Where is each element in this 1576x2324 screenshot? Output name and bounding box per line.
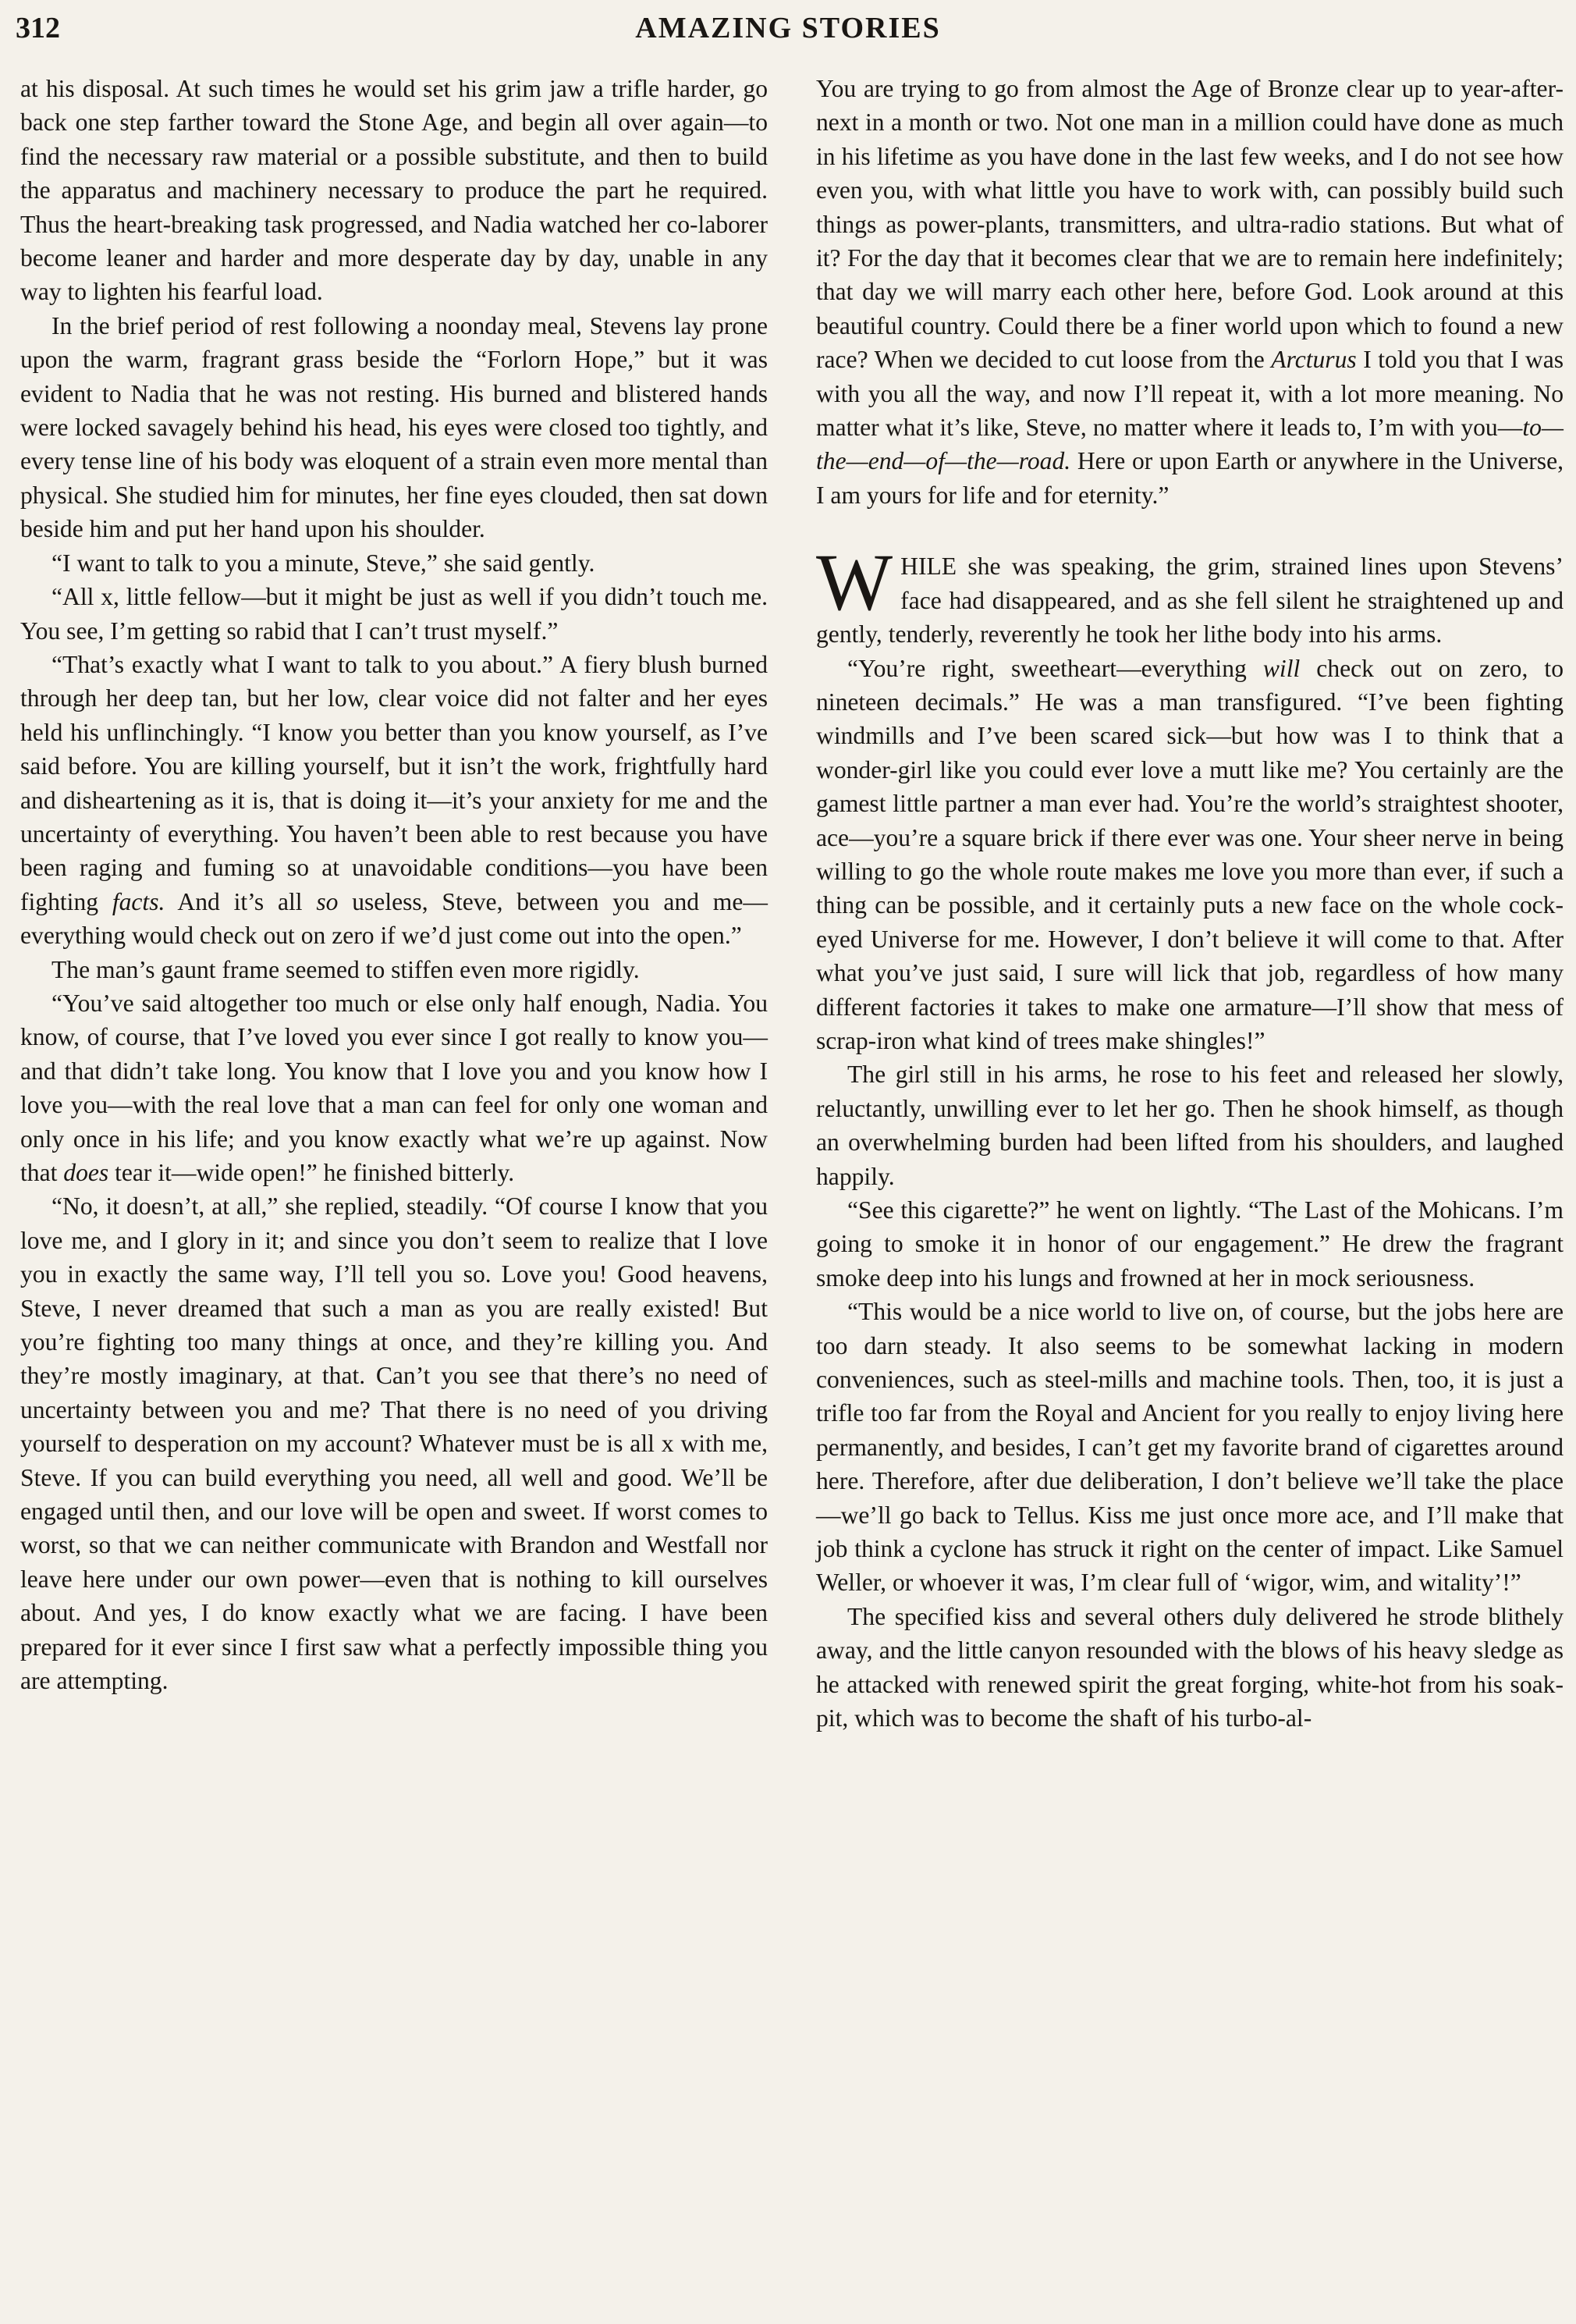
section-break xyxy=(816,512,1564,549)
paragraph: “All x, little fellow—but it might be just as well if you didn’t touch me. You see, I’m getting so rabid that I can’t trust myself.” xyxy=(20,583,768,645)
text-run: I told you that I was with you all the way, and now I’ll repeat it, with a lot more meaning. No matter what it’s like, Steve, no matter where it leads to, I’m with you— xyxy=(816,346,1564,442)
paragraph: “I want to talk to you a minute, Steve,” she said gently. xyxy=(51,549,595,577)
paragraph: “See this cigarette?” he went on lightly. “The Last of the Mohicans. I’m going to smoke it in honor of our engagement.” He drew the fragrant smoke deep into his lungs and frowned at her in mock seriousness. xyxy=(816,1196,1564,1292)
paragraph xyxy=(816,72,1564,512)
emphasis: will xyxy=(1262,654,1301,682)
text-run: useless, Steve, between you and me—everything would check out on zero if we’d just come out into the open.” xyxy=(20,887,768,950)
paragraph: The man’s gaunt frame seemed to stiffen even more rigidly. xyxy=(51,955,640,983)
paragraph xyxy=(20,648,768,953)
text-run: And it’s all xyxy=(165,887,317,915)
paragraph: The girl still in his arms, he rose to his feet and released her slowly, reluctantly, unwilling ever to let her go. Then he shook himself, as though an overwhelming burden had been lifted from his shoulders, and laughed happily. xyxy=(816,1061,1564,1190)
paragraph: The specified kiss and several others duly delivered he strode blithely away, and the little canyon resounded with the blows of his heavy sledge as he attacked with renewed spirit the great forging, white-hot from his soak-pit, which was to become the shaft of his turbo-al- xyxy=(816,1602,1564,1732)
text-run: “You’re right, sweetheart—everything xyxy=(847,654,1263,682)
drop-cap: W xyxy=(816,538,893,628)
page-number: 312 xyxy=(16,12,60,44)
text-run: tear it—wide open!” he finished bitterly. xyxy=(108,1159,515,1186)
text-run: “That’s exactly what I want to talk to you about.” A fiery blush burned through her deep tan, but her low, clear voice did not falter and her eyes held his unflinchingly. “I know you better than you know yourself, as I’ve said before. You are killing yourself, but it isn’t the work, frightfully hard and disheartening as it is, that is doing it—it’s your anxiety for me and the uncertainty of everything. You haven’t been able to rest because you have been raging and fuming so at unavoidable conditions—you have been fighting xyxy=(20,650,768,915)
paragraph xyxy=(816,652,1564,1058)
emphasis: so xyxy=(316,887,339,915)
emphasis: does xyxy=(63,1159,109,1186)
left-column xyxy=(20,72,768,1698)
text-run: “You’ve said altogether too much or else only half enough, Nadia. You know, of course, that I’ve loved you ever since I got really to know you—and that didn’t take long. You know that I love you and you know how I love you—with the real love that a man can feel for only one woman and only once in his life; and you know exactly what we’re up against. Now that xyxy=(20,989,768,1186)
text-run: You are trying to go from almost the Age of Bronze clear up to year-after-next in a month or two. Not one man in a million could have done as much in his lifetime as you have done in the last few weeks, and I do not see how even you, with what little you have to work with, can possibly build such things as power-plants, transmitters, and ultra-radio stations. But what of it? For the day that it becomes clear that we are to remain here indefinitely; that day we will marry each other here, before God. Look around at this beautiful country. Could there be a finer world upon which to found a new race? When we decided to cut loose from the xyxy=(816,75,1564,374)
text-run: Here or upon Earth or anywhere in the Universe, I am yours for life and for eternity.” xyxy=(816,447,1564,509)
running-head: AMAZING STORIES xyxy=(635,12,941,44)
page-header xyxy=(16,11,1560,55)
text-run: she was speaking, the grim, strained lines upon Stevens’ face had disappeared, and as she fell silent he straightened up and gently, tenderly, reverently he took her lithe body into his arms. xyxy=(816,553,1564,649)
paragraph: In the brief period of rest following a noonday meal, Stevens lay prone upon the warm, fragrant grass beside the “Forlorn Hope,” but it was evident to Nadia that he was not resting. His burned and blistered hands were locked savagely behind his head, his eyes were closed too tightly, and every tense line of his body was eloquent of a strain even more mental than physical. She studied him for minutes, her fine eyes clouded, then sat down beside him and put her hand upon his shoulder. xyxy=(20,311,768,543)
paragraph: at his disposal. At such times he would set his grim jaw a trifle harder, go back one step farther toward the Stone Age, and begin all over again—to find the necessary raw material or a possible substitute, and then to build the apparatus and machinery necessary to produce the part he required. Thus the heart-breaking task progressed, and Nadia watched her co-laborer become leaner and harder and more desperate day by day, unable in any way to lighten his fearful load. xyxy=(20,75,768,306)
right-column xyxy=(816,72,1564,1736)
text-run: check out on zero, to nineteen decimals.” He was a man transfigured. “I’ve been fighting windmills and I’ve been scared sick—but how was I to think that a wonder-girl like you could ever love a mutt like me? You certainly are the gamest little partner a man ever had. You’re the world’s straightest shooter, ace—you’re a square brick if there ever was one. Your sheer nerve in being willing to go the whole route makes me love you more than ever, if such a thing can be possible, and it certainly puts a new face on the whole cock-eyed Universe for me. However, I don’t believe it will come to that. After what you’ve just said, I sure will lick that job, regardless of how many different factories it takes to make one armature—I’ll show that mess of scrap-iron what kind of trees make shingles!” xyxy=(816,654,1564,1054)
paragraph: “This would be a nice world to live on, of course, but the jobs here are too darn steady. It also seems to be somewhat lacking in modern conveniences, such as steel-mills and machine tools. Then, too, it is just a trifle too far from the Royal and Ancient for you really to enjoy living here permanently, and besides, I can’t get my favorite brand of cigarettes around here. Therefore, after due deliberation, I don’t believe we’ll take the place—we’ll go back to Tellus. Kiss me just once more ace, and I’ll make that job think a cyclone has struck it right on the center of impact. Like Samuel Weller, or whoever it was, I’m clear full of ‘wigor, wim, and witality’!” xyxy=(816,1298,1564,1597)
lead-in: HILE xyxy=(900,553,957,581)
paragraph xyxy=(20,986,768,1189)
paragraph xyxy=(816,538,1564,651)
paragraph: “No, it doesn’t, at all,” she replied, steadily. “Of course I know that you love me, and I glory in it; and since you don’t seem to realize that I love you in exactly the same way, I’ll tell you so. Love you! Good heavens, Steve, I never dreamed that such a man as you are really existed! But you’re fighting too many things at once, and they’re killing you. And they’re mostly imaginary, at that. Can’t you see that there’s no need of uncertainty between you and me? That there is no need of you driving yourself to desperation on my account? Whatever must be is all x with me, Steve. If you can build everything you need, all well and good. We’ll be engaged until then, and our love will be open and sweet. If worst comes to worst, so that we can neither communicate with Brandon and Westfall nor leave here under our own power—even that is nothing to kill ourselves about. And yes, I do know exactly what we are facing. I have been prepared for it ever since I first saw what a perfectly impossible thing you are attempting. xyxy=(20,1192,768,1695)
emphasis: to—the—end—of—the—road. xyxy=(816,414,1564,475)
emphasis: facts. xyxy=(112,887,165,915)
emphasis: Arcturus xyxy=(1271,346,1357,374)
